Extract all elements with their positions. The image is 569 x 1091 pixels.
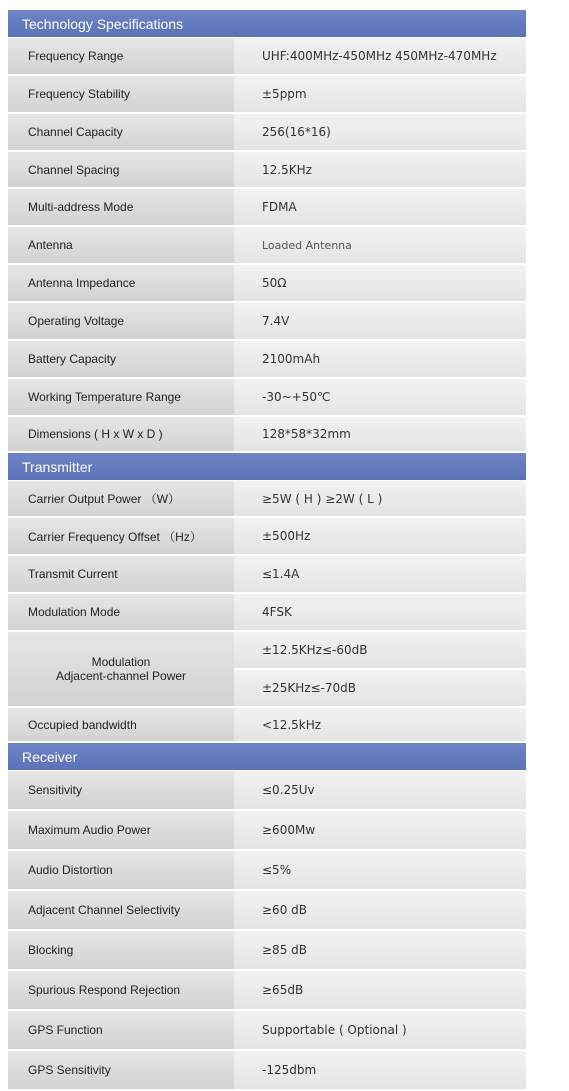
spec-label: Transmit Current <box>8 556 234 592</box>
spec-row-adjacent-channel-power <box>8 632 526 708</box>
spec-row-blocking <box>8 931 526 971</box>
spec-row-spurious-respond-rejection <box>8 971 526 1011</box>
spec-row-gps-function <box>8 1011 526 1051</box>
spec-label: Channel Spacing <box>8 152 234 187</box>
spec-value: Loaded Antenna <box>234 227 526 263</box>
spec-label: Carrier Frequency Offset （Hz） <box>8 518 234 554</box>
spec-row-carrier-output-power <box>8 481 526 518</box>
spec-value: ≥600Mw <box>234 811 526 849</box>
spec-label: Maximum Audio Power <box>8 811 234 849</box>
spec-label-line: Modulation <box>91 655 151 669</box>
spec-label: Multi-address Mode <box>8 189 234 225</box>
spec-label: Antenna Impedance <box>8 265 234 301</box>
spec-label: GPS Function <box>8 1011 234 1049</box>
spec-label: Dimensions ( H x W x D ) <box>8 417 234 451</box>
spec-label: Modulation Mode <box>8 594 234 630</box>
spec-row-frequency-range <box>8 38 526 76</box>
spec-label: Occupied bandwidth <box>8 708 234 741</box>
spec-value: 128*58*32mm <box>234 417 526 451</box>
spec-label-line: Adjacent-channel Power <box>55 669 187 683</box>
spec-row-carrier-frequency-offset <box>8 518 526 556</box>
spec-value: -30~+50℃ <box>234 379 526 415</box>
spec-value: ≥65dB <box>234 971 526 1009</box>
spec-row-antenna <box>8 227 526 265</box>
spec-row-operating-voltage <box>8 303 526 341</box>
spec-value: ≥5W ( H ) ≥2W ( L ) <box>234 481 526 516</box>
spec-value: 50Ω <box>234 265 526 301</box>
spec-value-stack <box>234 632 526 706</box>
spec-label: GPS Sensitivity <box>8 1051 234 1089</box>
spec-row-dimensions <box>8 417 526 453</box>
spec-value: ≥85 dB <box>234 931 526 969</box>
spec-label: Battery Capacity <box>8 341 234 377</box>
spec-row-transmit-current <box>8 556 526 594</box>
spec-value: ≤1.4A <box>234 556 526 592</box>
spec-label: Channel Capacity <box>8 114 234 150</box>
spec-row-antenna-impedance <box>8 265 526 303</box>
spec-label: Audio Distortion <box>8 851 234 889</box>
spec-value: Supportable ( Optional ) <box>234 1011 526 1049</box>
spec-row-modulation-mode <box>8 594 526 632</box>
spec-value: ±12.5KHz≤-60dB <box>234 632 526 668</box>
spec-value: UHF:400MHz-450MHz 450MHz-470MHz <box>234 38 526 74</box>
spec-row-occupied-bandwidth <box>8 708 526 743</box>
spec-sheet <box>8 10 526 1091</box>
spec-label: Adjacent Channel Selectivity <box>8 891 234 929</box>
spec-label: Blocking <box>8 931 234 969</box>
spec-label: Carrier Output Power （W） <box>8 481 234 516</box>
section-header-receiver: Receiver <box>8 743 526 771</box>
spec-row-adjacent-channel-selectivity <box>8 891 526 931</box>
section-header-transmitter: Transmitter <box>8 453 526 481</box>
spec-row-gps-sensitivity <box>8 1051 526 1091</box>
spec-value: ±500Hz <box>234 518 526 554</box>
spec-row-channel-spacing <box>8 152 526 189</box>
spec-value: ≥60 dB <box>234 891 526 929</box>
spec-row-working-temperature <box>8 379 526 417</box>
spec-row-battery-capacity <box>8 341 526 379</box>
spec-label: Antenna <box>8 227 234 263</box>
spec-value: ≤0.25Uv <box>234 771 526 809</box>
spec-value: 4FSK <box>234 594 526 630</box>
spec-value: -125dbm <box>234 1051 526 1089</box>
spec-label: Working Temperature Range <box>8 379 234 415</box>
spec-value: ±25KHz≤-70dB <box>234 668 526 706</box>
spec-label: Operating Voltage <box>8 303 234 339</box>
section-header-technology: Technology Specifications <box>8 10 526 38</box>
spec-value: ±5ppm <box>234 76 526 112</box>
spec-label: Frequency Range <box>8 38 234 74</box>
spec-value: 7.4V <box>234 303 526 339</box>
spec-value: 2100mAh <box>234 341 526 377</box>
spec-row-channel-capacity <box>8 114 526 152</box>
spec-label: Spurious Respond Rejection <box>8 971 234 1009</box>
spec-row-multi-address-mode <box>8 189 526 227</box>
spec-value: 256(16*16) <box>234 114 526 150</box>
spec-row-audio-distortion <box>8 851 526 891</box>
spec-value: <12.5kHz <box>234 708 526 741</box>
spec-label <box>8 632 234 706</box>
spec-value: 12.5KHz <box>234 152 526 187</box>
spec-label: Frequency Stability <box>8 76 234 112</box>
spec-row-frequency-stability <box>8 76 526 114</box>
spec-value: ≤5% <box>234 851 526 889</box>
spec-row-maximum-audio-power <box>8 811 526 851</box>
spec-value: FDMA <box>234 189 526 225</box>
spec-row-sensitivity <box>8 771 526 811</box>
spec-label: Sensitivity <box>8 771 234 809</box>
